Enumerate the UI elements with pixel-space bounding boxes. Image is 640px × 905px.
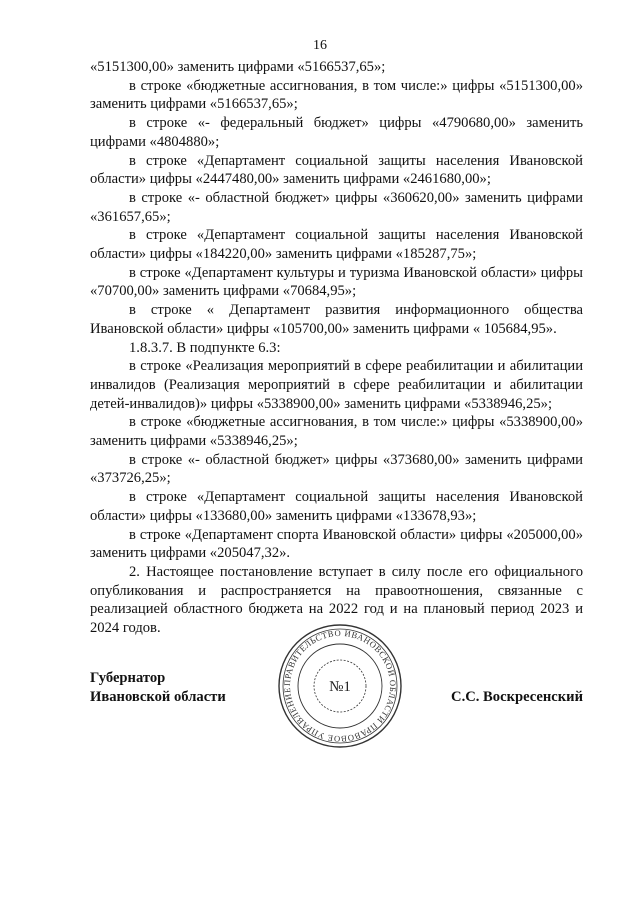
paragraph: «5151300,00» заменить цифрами «5166537,65»; <box>90 59 386 75</box>
paragraph: в строке «бюджетные ассигнования, в том числе:» цифры «5151300,00» заменить цифрами «5166537,65»; <box>90 77 583 113</box>
paragraph: в строке «- областной бюджет» цифры «373680,00» заменить цифрами «373726,25»; <box>90 451 583 487</box>
paragraph: в строке «Реализация мероприятий в сфере реабилитации и абилитации инвалидов (Реализация мероприятий в сфере реабилитации и абилитации детей-инвалидов)» цифры «5338900,00» заменить цифрами «5338946,25»; <box>90 358 583 412</box>
paragraph: в строке « Департамент развития информационного общества Ивановской области» цифры «105700,00» заменить цифрами « 105684,95». <box>90 302 583 337</box>
paragraph: в строке «Департамент социальной защиты населения Ивановской области» цифры «133680,00» заменить цифрами «133678,93»; <box>90 489 583 524</box>
paragraph: в строке «бюджетные ассигнования, в том числе:» цифры «5338900,00» заменить цифрами «5338946,25»; <box>90 414 583 450</box>
paragraph: в строке «- областной бюджет» цифры «360620,00» заменить цифрами «361657,65»; <box>90 189 583 225</box>
stamp-number: №1 <box>329 679 351 695</box>
signatory-name: С.С. Воскресенский <box>451 689 583 705</box>
page-number: 16 <box>313 38 327 53</box>
paragraph: 2. Настоящее постановление вступает в силу после его официального опубликования и распространяется на правоотношения, связанные с реализацией областного бюджета на 2022 год и на плановый период 2023 и 2024 годов. <box>90 563 583 637</box>
paragraph: в строке «Департамент социальной защиты населения Ивановской области» цифры «2447480,00» заменить цифрами «2461680,00»; <box>90 152 583 188</box>
paragraph: в строке «- федеральный бюджет» цифры «4790680,00» заменить цифрами «4804880»; <box>90 115 583 150</box>
document-body <box>90 58 583 638</box>
paragraph: в строке «Департамент социальной защиты населения Ивановской области» цифры «184220,00» заменить цифрами «185287,75»; <box>90 227 583 263</box>
official-stamp <box>276 622 404 750</box>
stamp-ring-text: ПРАВИТЕЛЬСТВО ИВАНОВСКОЙ ОБЛАСТИ ПРАВОВОЕ УПРАВЛЕНИЕ <box>281 627 399 745</box>
signatory-title-line: Ивановской области <box>90 688 226 705</box>
paragraph: в строке «Департамент спорта Ивановской области» цифры «205000,00» заменить цифрами «205047,32». <box>90 526 583 562</box>
paragraph: в строке «Департамент культуры и туризма Ивановской области» цифры «70700,00» заменить цифрами «70684,95»; <box>90 264 583 300</box>
signatory-title-line: Губернатор <box>90 670 166 686</box>
paragraph: 1.8.3.7. В подпункте 6.3: <box>129 339 281 356</box>
signatory-title <box>90 669 226 706</box>
